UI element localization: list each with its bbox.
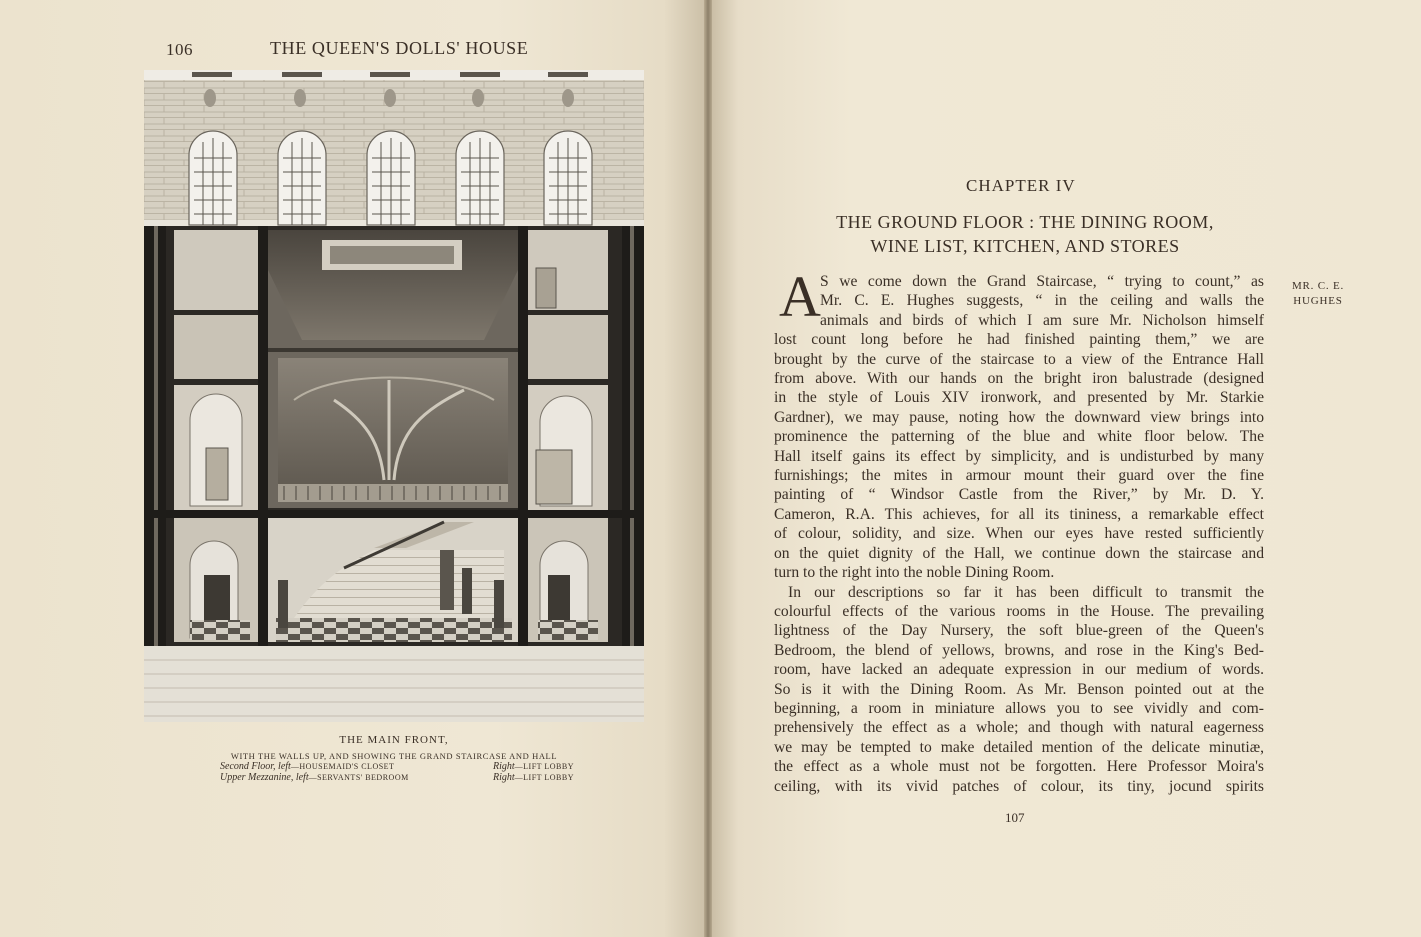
text-line: prominence the patterning of the blue and white floor below. The [774,428,1264,446]
caption-row [220,772,574,783]
body-text [774,272,1264,796]
text-line: animals and birds of which I am sure Mr. Nicholson himself [820,311,1264,329]
marginal-note [1278,279,1358,309]
chapter-title-line: WINE LIST, KITCHEN, AND STORES [870,236,1180,256]
text-line: So is it with the Dining Room. As Mr. Benson pointed out at the [774,680,1264,698]
caption-title: THE MAIN FRONT, [339,734,449,746]
text-line: painting of “ Windsor Castle from the River,” by Mr. D. Y. [774,486,1264,504]
text-line: S we come down the Grand Staircase, “ trying to count,” as [820,273,1264,290]
text-line: Bedroom, the blend of yellows, browns, and rose in the King's Bed- [774,641,1264,659]
caption-row-right-italic: Right [492,761,515,772]
drop-cap: A [779,264,821,329]
text-line: Cameron, R.A. This achieves, for all its tininess, a remarkable effect [774,505,1264,523]
chapter-title-line: THE GROUND FLOOR : THE DINING ROOM, [836,212,1214,232]
text-line: in the style of Louis XIV ironwork, and presented by Mr. Starkie [774,389,1264,407]
text-line: ceiling, with its vivid patches of colour, its tiny, jocund spirits [774,777,1264,795]
text-line: the effect as a whole must not be forgotten. Here Professor Moira's [774,758,1264,776]
running-head: THE QUEEN'S DOLLS' HOUSE [270,38,529,58]
caption-row-right-rest: —LIFT LOBBY [514,762,574,771]
text-line: lightness of the Day Nursery, the soft blue-green of the Queen's [774,622,1264,640]
text-line: beginning, a room in miniature allows you to see vividly and com- [774,699,1264,717]
text-line: colourful effects of the various rooms in the House. The prevailing [774,602,1264,620]
text-line: turn to the right into the noble Dining Room. [774,564,1055,582]
caption-row [220,761,574,772]
caption-row-right-italic: Right [492,772,515,783]
text-line: room, have lacked an adequate expression in our medium of words. [774,661,1264,679]
caption-row-left-italic: Upper Mezzanine, left [220,772,309,783]
dolls-house-photograph [144,70,644,722]
chapter-number: CHAPTER IV [966,176,1076,195]
right-page-number: 107 [1005,810,1025,825]
book-gutter [704,0,712,937]
caption-row-left-italic: Second Floor, left [220,761,291,772]
text-line: prehensively the effect as a whole; and though with natural eagerness [774,719,1264,737]
text-line: Mr. C. E. Hughes suggests, “ in the ceiling and walls the [820,292,1264,310]
caption-subtitle: WITH THE WALLS UP, AND SHOWING THE GRAND STAIRCASE AND HALL [230,751,558,761]
plate-caption [144,734,644,783]
text-line: brought by the curve of the staircase to a view of the Entrance Hall [774,350,1264,368]
text-line: lost count long before he had finished painting them,” we are [774,331,1264,349]
text-line: Gardner), we may pause, noting how the downward view brings into [774,408,1264,426]
text-line: Hall itself gains its effect by simplicity, and is undisturbed by many [774,447,1264,465]
chapter-title [790,210,1260,258]
marginal-note-line: HUGHES [1293,295,1343,307]
text-line: on the quiet dignity of the Hall, we continue down the staircase and [774,544,1264,562]
text-line: we may be tempted to make detailed mention of the delicate minutiæ, [774,738,1264,756]
caption-row-left-rest: —SERVANTS' BEDROOM [308,773,409,782]
caption-row-left-rest: —HOUSEMAID'S CLOSET [290,762,395,771]
marginal-note-line: MR. C. E. [1291,280,1345,292]
text-line: of colour, solidity, and size. When our eyes have rested sufficiently [774,525,1264,543]
caption-row-right-rest: —LIFT LOBBY [514,773,574,782]
text-line: furnishings; the mites in armour mount their guard over the fine [774,467,1264,485]
text-line: from above. With our hands on the bright iron balustrade (designed [774,370,1264,388]
left-page-number: 106 [166,40,193,59]
text-line: In our descriptions so far it has been difficult to transmit the [788,583,1264,601]
dolls-house-illustration [144,70,644,722]
